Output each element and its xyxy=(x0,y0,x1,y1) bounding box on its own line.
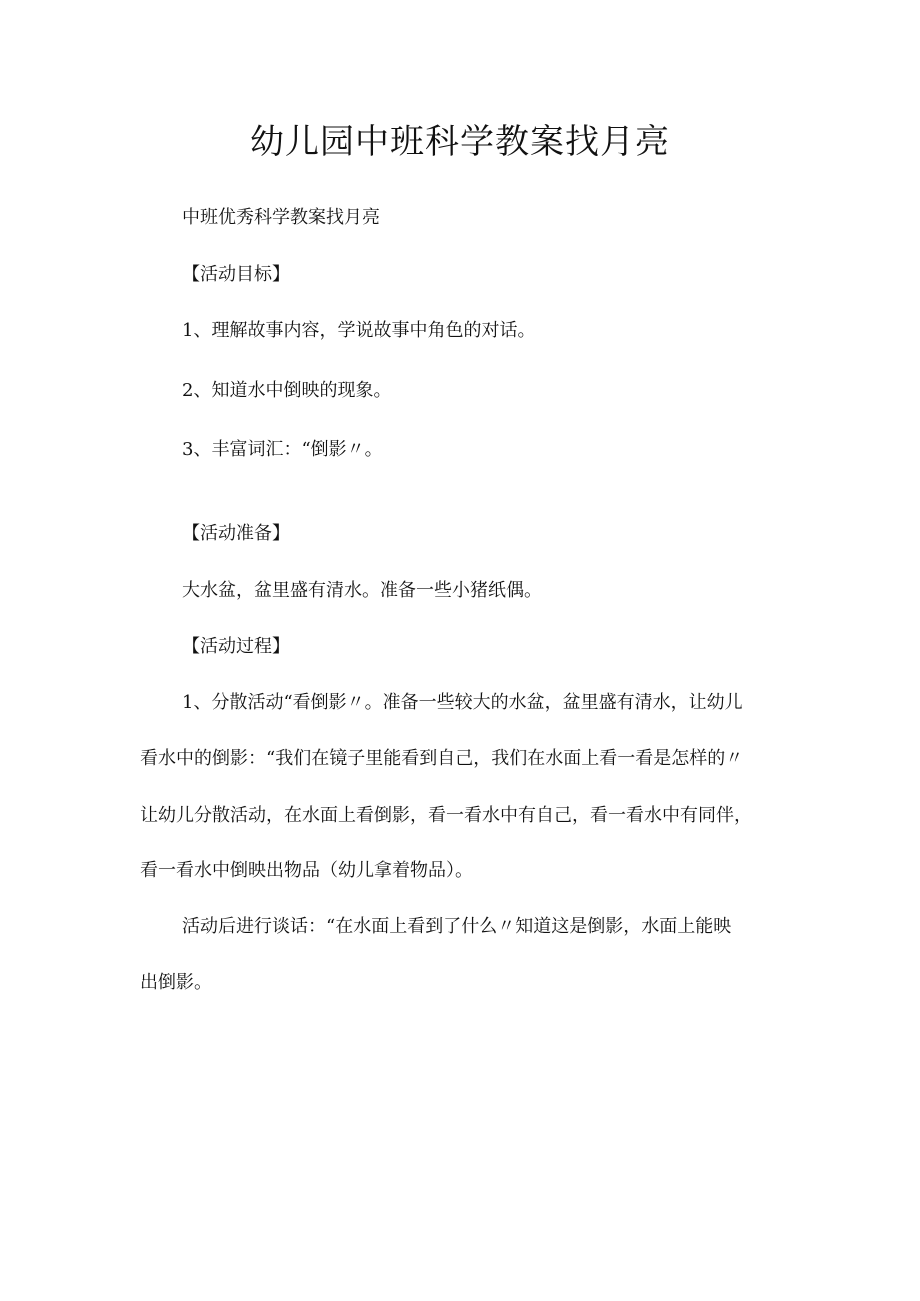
prep-heading: 【活动准备】 xyxy=(182,523,290,544)
goal-item: 2、知道水中倒映的现象。 xyxy=(182,380,392,401)
goal-item: 3、丰富词汇：“倒影〃。 xyxy=(182,439,383,460)
process-paragraph-line: 让幼儿分散活动，在水面上看倒影，看一看水中有自己，看一看水中有同伴， xyxy=(140,805,752,826)
document-subtitle: 中班优秀科学教案找月亮 xyxy=(182,207,380,228)
process-paragraph-line: 活动后进行谈话：“在水面上看到了什么〃知道这是倒影，水面上能映 xyxy=(182,916,732,937)
process-paragraph-line: 出倒影。 xyxy=(140,972,212,993)
goal-item: 1、理解故事内容，学说故事中角色的对话。 xyxy=(182,320,536,341)
process-heading: 【活动过程】 xyxy=(182,636,290,657)
prep-text: 大水盆，盆里盛有清水。准备一些小猪纸偶。 xyxy=(182,580,542,601)
process-paragraph-line: 看水中的倒影：“我们在镜子里能看到自己，我们在水面上看一看是怎样的〃 xyxy=(140,748,744,769)
document-title: 幼儿园中班科学教案找月亮 xyxy=(250,122,670,162)
goals-heading: 【活动目标】 xyxy=(182,264,290,285)
process-paragraph-line: 1、分散活动“看倒影〃。准备一些较大的水盆，盆里盛有清水，让幼儿 xyxy=(182,692,743,713)
process-paragraph-line: 看一看水中倒映出物品（幼儿拿着物品）。 xyxy=(140,860,473,881)
